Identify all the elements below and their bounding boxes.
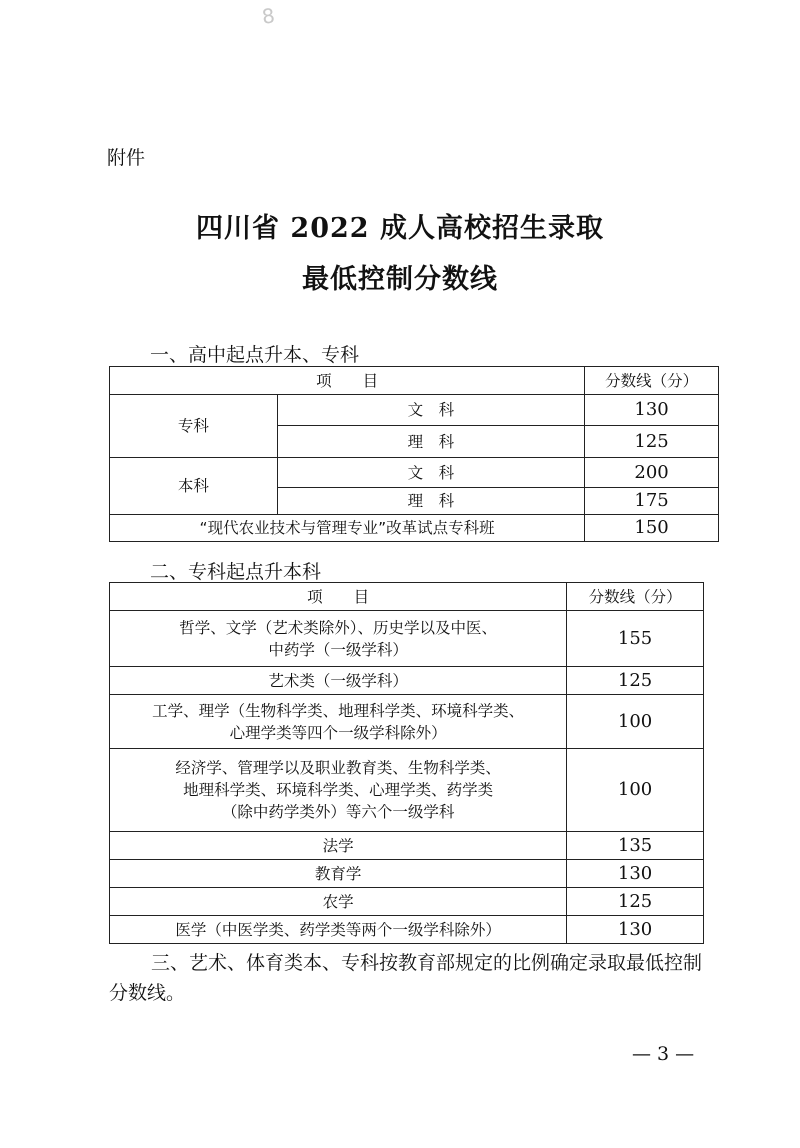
table-row bbox=[110, 667, 704, 695]
table-row bbox=[110, 515, 719, 542]
table-row bbox=[110, 916, 704, 944]
score-cell: 135 bbox=[567, 832, 704, 860]
attachment-label: 附件 bbox=[107, 147, 146, 169]
zhuanke-li: 理 科 bbox=[277, 426, 584, 458]
benke-label: 本科 bbox=[110, 458, 278, 515]
document-title-line2: 最低控制分数线 bbox=[302, 264, 498, 295]
subject-line: 法学 bbox=[322, 836, 354, 855]
subject-cell bbox=[110, 860, 567, 888]
section1-heading: 一、高中起点升本、专科 bbox=[150, 344, 360, 366]
special-class-score: 150 bbox=[585, 515, 719, 542]
score-cell: 125 bbox=[567, 667, 704, 695]
score-cell: 100 bbox=[567, 695, 704, 749]
table-header-row bbox=[110, 583, 704, 611]
header-item: 项 目 bbox=[110, 367, 585, 395]
subject-cell bbox=[110, 832, 567, 860]
zhuanke-li-score: 125 bbox=[585, 426, 719, 458]
table-row bbox=[110, 832, 704, 860]
header-score: 分数线（分） bbox=[567, 583, 704, 611]
subject-cell bbox=[110, 916, 567, 944]
table-row bbox=[110, 458, 719, 488]
score-table-section1 bbox=[109, 366, 719, 542]
zhuanke-wen-score: 130 bbox=[585, 395, 719, 426]
subject-line: 经济学、管理学以及职业教育类、生物科学类、 bbox=[175, 759, 501, 777]
subject-line: 艺术类（一级学科） bbox=[268, 671, 408, 690]
table-row bbox=[110, 395, 719, 426]
subject-line: 农学 bbox=[322, 892, 354, 911]
score-cell: 130 bbox=[567, 860, 704, 888]
table-header-row bbox=[110, 367, 719, 395]
zhuanke-label: 专科 bbox=[110, 395, 278, 458]
subject-cell bbox=[110, 888, 567, 916]
subject-line: 地理科学类、环境科学类、心理学类、药学类 bbox=[183, 781, 494, 799]
table-row bbox=[110, 749, 704, 832]
score-cell: 100 bbox=[567, 749, 704, 832]
header-score: 分数线（分） bbox=[585, 367, 719, 395]
subject-line: 中药学（一级学科） bbox=[268, 640, 408, 659]
subject-line: 工学、理学（生物科学类、地理科学类、环境科学类、 bbox=[152, 701, 525, 720]
table-row bbox=[110, 695, 704, 749]
page-number: — 3 — bbox=[632, 1043, 695, 1065]
header-item: 项 目 bbox=[110, 583, 567, 611]
benke-wen: 文 科 bbox=[277, 458, 584, 488]
score-cell: 155 bbox=[567, 611, 704, 667]
subject-line: 教育学 bbox=[314, 864, 362, 883]
benke-li: 理 科 bbox=[277, 488, 584, 515]
subject-line: （除中药学类外）等六个一级学科 bbox=[221, 803, 455, 821]
subject-line: 医学（中医学类、药学类等两个一级学科除外） bbox=[175, 920, 501, 939]
subject-line: 哲学、文学（艺术类除外）、历史学以及中医、 bbox=[179, 618, 497, 637]
scan-mark: 8 bbox=[260, 3, 277, 29]
special-class-label: “现代农业技术与管理专业”改革试点专科班 bbox=[110, 515, 585, 542]
subject-cell bbox=[110, 667, 567, 695]
subject-cell bbox=[110, 695, 567, 749]
zhuanke-wen: 文 科 bbox=[277, 395, 584, 426]
subject-cell bbox=[110, 749, 567, 832]
score-cell: 125 bbox=[567, 888, 704, 916]
benke-li-score: 175 bbox=[585, 488, 719, 515]
section3-paragraph: 三、艺术、体育类本、专科按教育部规定的比例确定录取最低控制分数线。 bbox=[109, 952, 703, 1004]
benke-wen-score: 200 bbox=[585, 458, 719, 488]
score-cell: 130 bbox=[567, 916, 704, 944]
score-table-section2 bbox=[109, 582, 704, 944]
table-row bbox=[110, 888, 704, 916]
document-title-line1: 四川省 2022 成人高校招生录取 bbox=[196, 213, 604, 244]
subject-cell bbox=[110, 611, 567, 667]
table-row bbox=[110, 611, 704, 667]
section2-heading: 二、专科起点升本科 bbox=[150, 561, 322, 583]
subject-line: 心理学类等四个一级学科除外） bbox=[229, 723, 447, 742]
table-row bbox=[110, 860, 704, 888]
